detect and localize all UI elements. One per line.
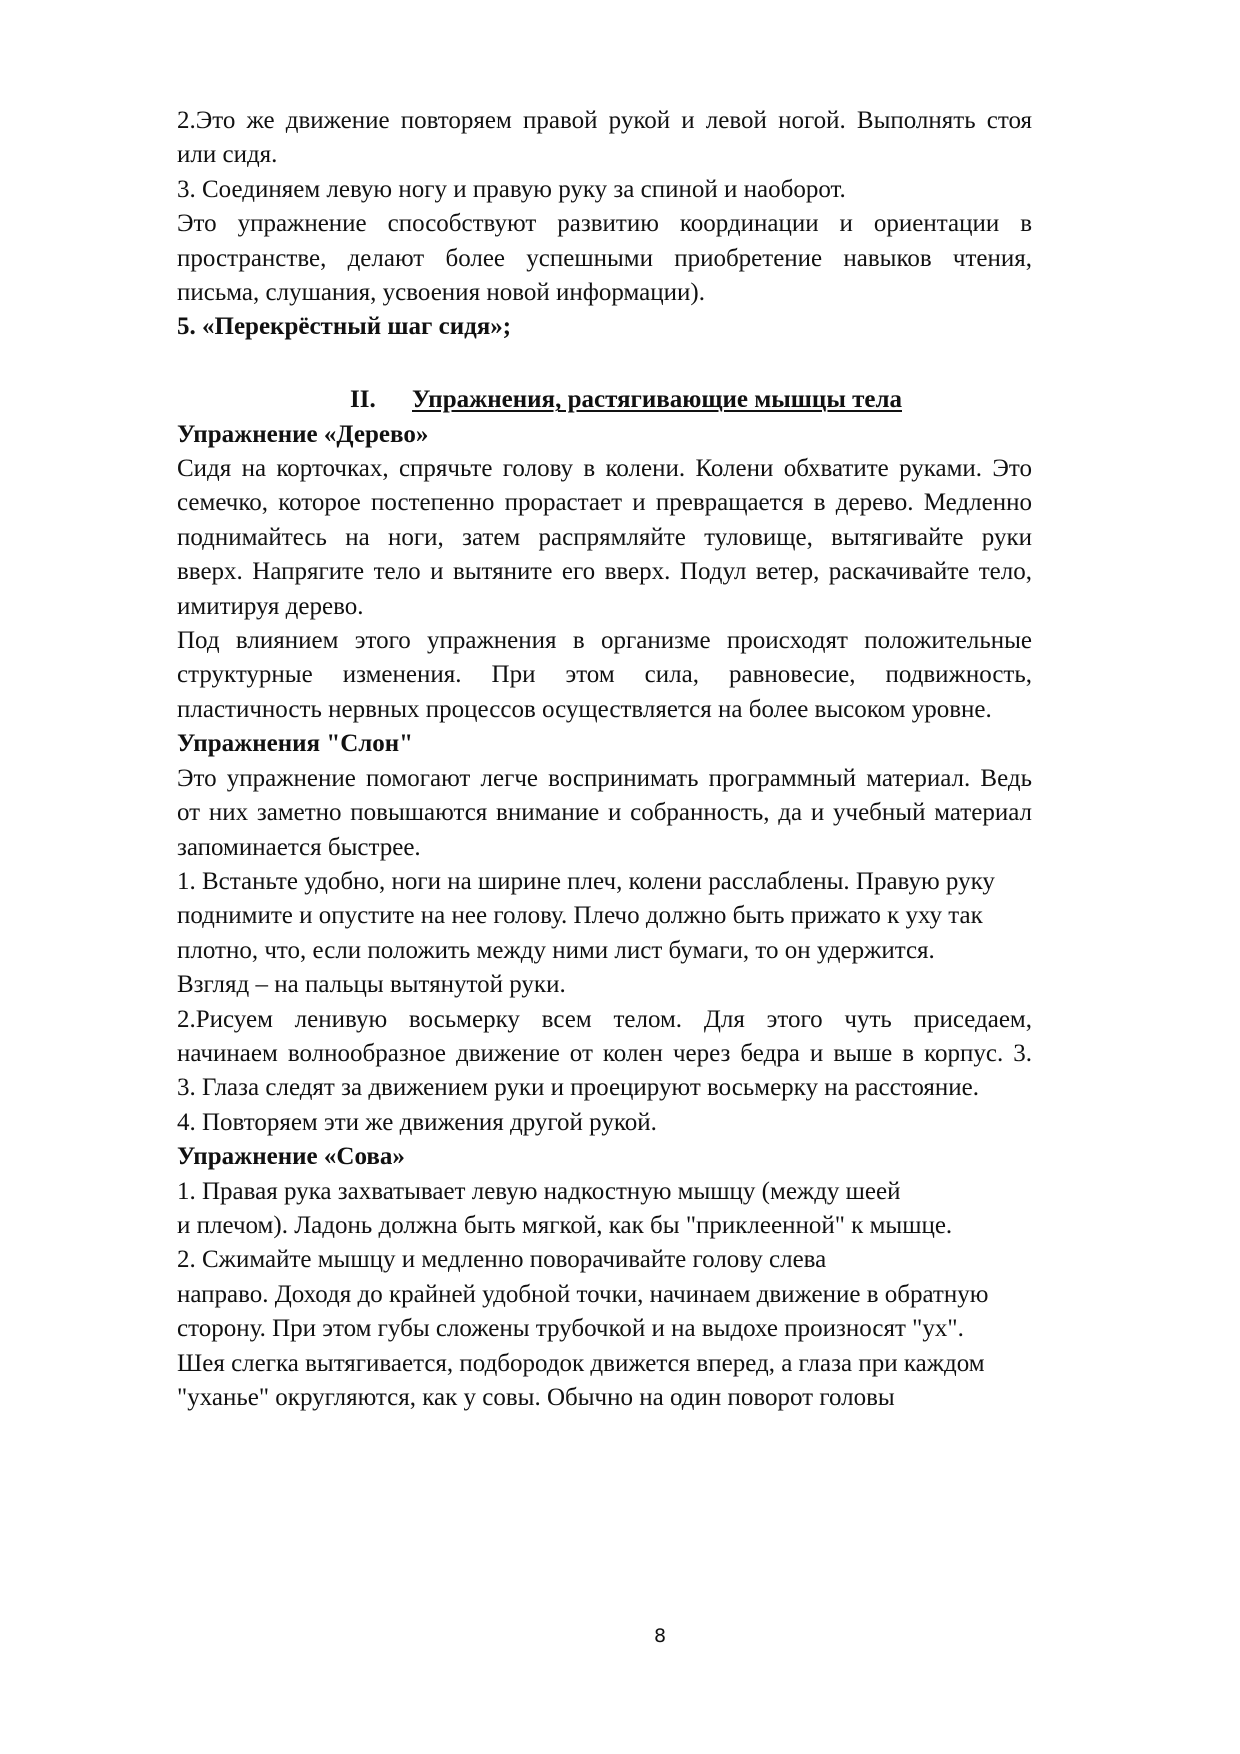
intro-block (177, 104, 1032, 345)
text-line: сторону. При этом губы сложены трубочкой и на выдохе произносят "ух". (177, 1315, 964, 1343)
text-line: "уханье" округляются, как у совы. Обычно на один поворот головы (177, 1384, 895, 1412)
text-line: 1. Встаньте удобно, ноги на ширине плеч, колени расслаблены. Правую руку (177, 867, 995, 895)
text-line: начинаем волнообразное движение от колен через бедра и выше в корпус. 3. (177, 1039, 1032, 1067)
text-line: Это упражнение помогают легче воспринимать программный материал. Ведь (177, 764, 1032, 792)
text-line: и плечом). Ладонь должна быть мягкой, как бы "приклеенной" к мышце. (177, 1211, 953, 1239)
text-line: семечко, которое постепенно прорастает и превращается в дерево. Медленно (177, 489, 1032, 517)
text-line: письма, слушания, усвоения новой информации). (177, 279, 705, 307)
text-line: поднимите и опустите на нее голову. Плечо должно быть прижато к уху так (177, 902, 983, 930)
text-line: от них заметно повышаются внимание и собранность, да и учебный материал (177, 799, 1032, 827)
text-line: 2. Сжимайте мышцу и медленно поворачивайте голову слева (177, 1246, 827, 1274)
exercise-heading: Упражнения "Слон" (177, 730, 414, 758)
exercise-heading: Упражнение «Сова» (177, 1143, 405, 1171)
exercise-tree (177, 418, 1032, 728)
text-line: Под влиянием этого упражнения в организме происходят положительные (177, 627, 1032, 655)
text-line: имитируя дерево. (177, 592, 364, 620)
section-heading (177, 383, 1032, 417)
blank-line (177, 345, 1032, 379)
text-line: плотно, что, если положить между ними лист бумаги, то он удержится. (177, 936, 935, 964)
text-line: 3. Соединяем левую ногу и правую руку за спиной и наоборот. (177, 175, 846, 203)
text-line: Шея слегка вытягивается, подбородок движется вперед, а глаза при каждом (177, 1349, 985, 1377)
text-line: запоминается быстрее. (177, 833, 421, 861)
text-line: 3. Глаза следят за движением руки и проецируют восьмерку на расстояние. (177, 1074, 979, 1102)
text-line: поднимайтесь на ноги, затем распрямляйте туловище, вытягивайте руки (177, 523, 1032, 551)
text-line: Взгляд – на пальцы вытянутой руки. (177, 971, 566, 999)
exercise-heading: Упражнение «Дерево» (177, 420, 429, 448)
text-line: структурные изменения. При этом сила, равновесие, подвижность, (177, 661, 1032, 689)
text-line: Это упражнение способствуют развитию координации и ориентации в (177, 210, 1032, 238)
text-line: 2.Рисуем ленивую восьмерку всем телом. Для этого чуть приседаем, (177, 1005, 1032, 1033)
page-number-label: 8 (653, 1625, 667, 1647)
section-title: Упражнения, растягивающие мышцы тела (412, 386, 902, 414)
text-line: пластичность нервных процессов осуществляется на более высоком уровне. (177, 695, 992, 723)
text-line: 4. Повторяем эти же движения другой рукой. (177, 1108, 657, 1136)
list-item-bold: 5. «Перекрёстный шаг сидя»; (177, 313, 512, 341)
page-number (0, 1625, 1240, 1647)
text-line: 2.Это же движение повторяем правой рукой и левой ногой. Выполнять стоя (177, 107, 1032, 134)
text-line: направо. Доходя до крайней удобной точки, начинаем движение в обратную (177, 1280, 989, 1308)
text-line: 1. Правая рука захватывает левую надкостную мышцу (между шеей (177, 1177, 901, 1205)
text-line: вверх. Напрягите тело и вытяните его вверх. Подул ветер, раскачивайте тело, (177, 558, 1032, 586)
text-line: Сидя на корточках, спрячьте голову в колени. Колени обхватите руками. Это (177, 455, 1032, 483)
exercise-elephant (177, 727, 1032, 1140)
section-number: II. (350, 386, 376, 414)
text-line: пространстве, делают более успешными приобретение навыков чтения, (177, 244, 1032, 272)
exercise-owl (177, 1140, 1032, 1415)
document-page (177, 104, 1032, 1415)
text-line: или сидя. (177, 141, 278, 169)
